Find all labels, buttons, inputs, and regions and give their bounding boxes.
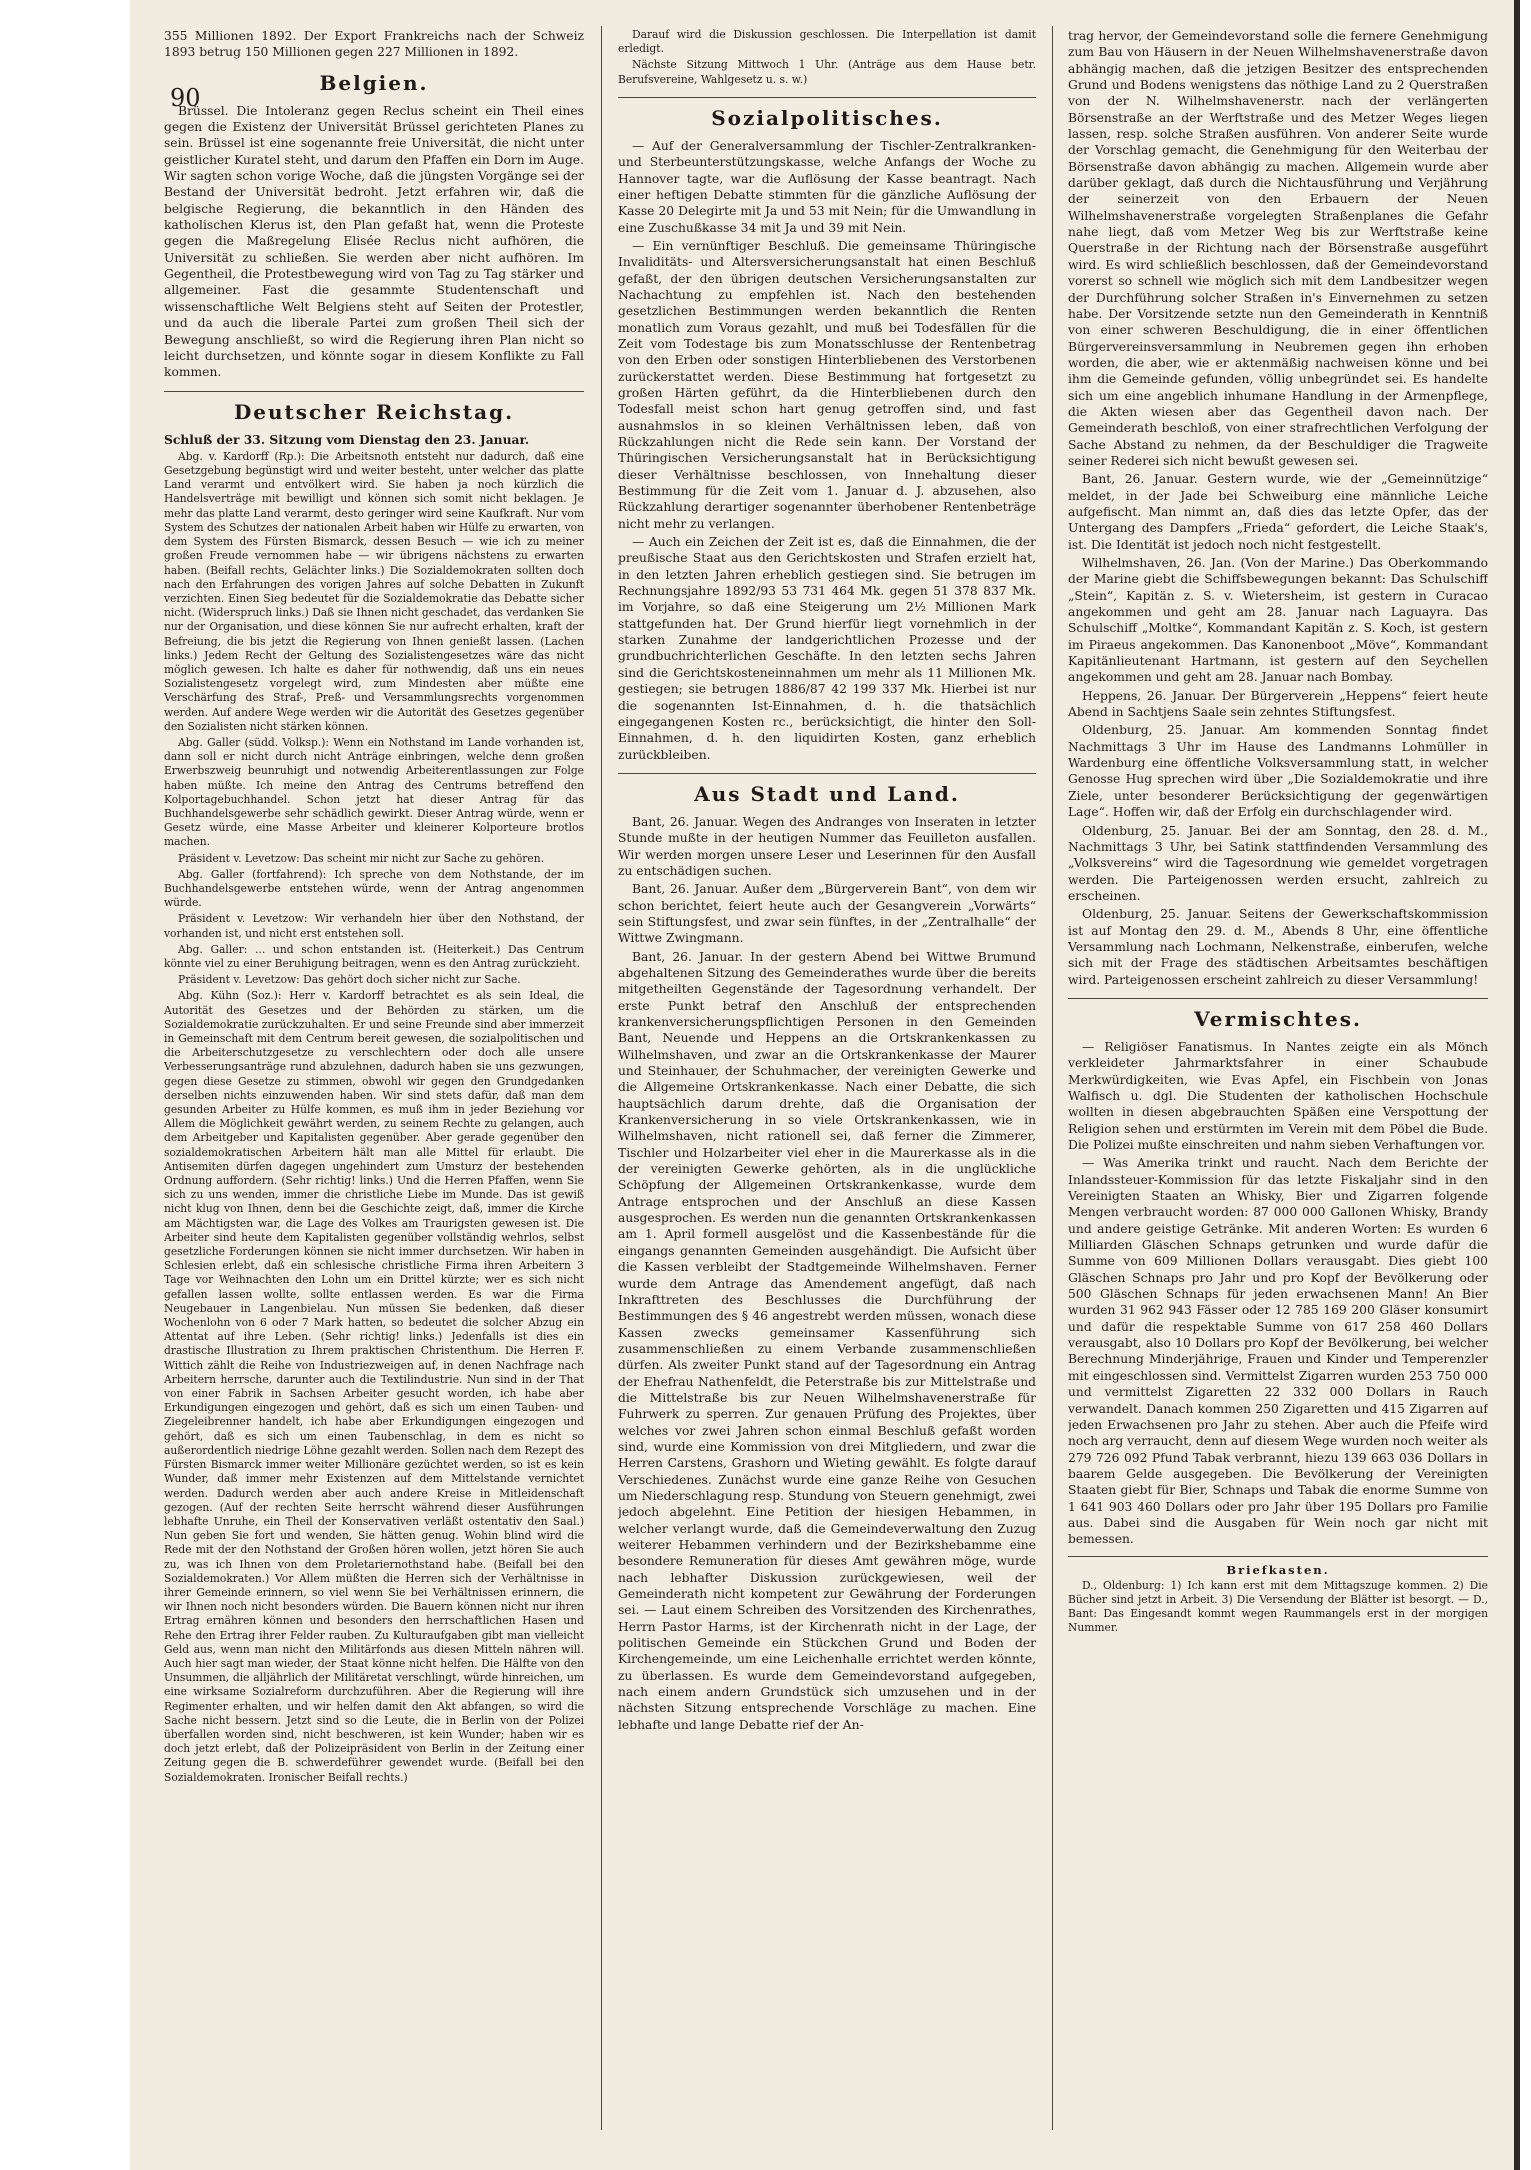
paragraph: Abg. v. Kardorff (Rp.): Die Arbeitsnoth entsteht nur dadurch, daß eine Gesetzgebung begünstigt wird und weiter besteht, unter welcher das platte Land verarmt und entvölkert wird. Sie haben ja noch kürzlich die Handelsverträge mit bewilligt und können sich somit nicht beklagen. Je mehr das platte Land verarmt, desto geringer wird seine Kaufkraft. Nur vom System des Schutzes der nationalen Arbeit haben wir Hülfe zu erwarten, von dem System des Fürsten Bismarck, dessen Besuch — wie ich zu meiner großen Freude vernommen habe — wir übrigens nächstens zu erwarten haben. (Beifall rechts, Gelächter links.) Die Sozialdemokraten sollten doch nach den Erfahrungen des vorigen Jahres auf solche Debatten in Zukunft verzichten. Einen Sieg bedeutet für die Sozialdemokratie das Debatte sicher nicht. (Widerspruch links.) Daß sie Ihnen nicht geschadet, das verdanken Sie nur der Organisation, und diese können Sie nur aufrecht erhalten, kraft der Befreiung, die bis jetzt die Regierung von Ihnen genießt lassen. (Lachen links.) Jedem Recht der Geltung des Sozialistengesetzes wäre das nicht möglich gewesen. Ich halte es daher für nothwendig, daß uns ein neues Sozialistengesetz vorgelegt wird, zum Mindesten aber müßte eine Verschärfung des Straf-, Preß- und Versammlungsrechts vorgenommen werden. Auf andere Wege werden wir die Autorität des Gesetzes gegenüber den Sozialisten nicht stärken können. <box>164 449 584 733</box>
paragraph: Abg. Galler (fortfahrend): Ich spreche von dem Nothstande, der im Buchhandelsgewerbe entstehen würde, wenn der Antrag angenommen würde. <box>164 867 584 910</box>
divider <box>1068 1556 1488 1557</box>
section-heading: Aus Stadt und Land. <box>618 773 1036 806</box>
paragraph: Wilhelmshaven, 26. Jan. (Von der Marine.) Das Oberkommando der Marine giebt die Schiffsbewegungen bekannt: Das Schulschiff „Stein“, Kapitän z. S. v. Wietersheim, ist gestern in Curacao angekommen und geht am 28. Januar nach Laguayra. Das Schulschiff „Moltke“, Kommandant Kapitän z. S. Koch, ist gestern im Piraeus angekommen. Das Kanonenboot „Möve“, Kommandant Kapitänlieutenant Hartmann, ist gestern auf den Seychellen angekommen und geht am 28. Januar nach Bombay. <box>1068 556 1488 685</box>
paragraph: 355 Millionen 1892. Der Export Frankreichs nach der Schweiz 1893 betrug 150 Millionen gegen 227 Millionen in 1892. <box>164 29 584 60</box>
paragraph: Bant, 26. Januar. Gestern wurde, wie der „Gemeinnützige“ meldet, in der Jade bei Schweiburg eine männliche Leiche aufgefischt. Man nimmt an, daß dies das letzte Opfer, das der Untergang des Dampfers „Frieda“ gefordert, die Leiche Staak's, ist. Die Identität ist jedoch noch nicht festgestellt. <box>1068 472 1488 552</box>
paragraph: Präsident v. Levetzow: Wir verhandeln hier über den Nothstand, der vorhanden ist, und nicht erst entstehen soll. <box>164 912 584 940</box>
paragraph: Oldenburg, 25. Januar. Am kommenden Sonntag findet Nachmittags 3 Uhr im Hause des Landmanns Lohmüller in Wardenburg eine öffentliche Volksversammlung statt, in welcher Genosse Hug sprechen wird über „Die Sozialdemokratie und ihre Ziele, unter besonderer Berücksichtigung der gegenwärtigen Lage“. Hoffen wir, daß der Erfolg ein durchschlagender wird. <box>1068 723 1488 820</box>
column-2 <box>618 28 1036 2130</box>
paragraph: Nächste Sitzung Mittwoch 1 Uhr. (Anträge aus dem Hause betr. Berufsvereine, Wahlgesetz u. s. w.) <box>618 58 1036 86</box>
section-heading: Deutscher Reichstag. <box>164 391 584 424</box>
paragraph: Darauf wird die Diskussion geschlossen. Die Interpellation ist damit erledigt. <box>618 28 1036 56</box>
paragraph: Oldenburg, 25. Januar. Bei der am Sonntag, den 28. d. M., Nachmittags 3 Uhr, bei Satink stattfindenden Versammlung des „Volksvereins“ wird die Tagesordnung wie gemeldet vorgetragen werden. Die Parteigenossen werden ersucht, zahlreich zu erscheinen. <box>1068 823 1488 903</box>
column-1 <box>164 28 584 2130</box>
paragraph: Oldenburg, 25. Januar. Seitens der Gewerkschaftskommission ist auf Montag den 29. d. M., Abends 8 Uhr, eine öffentliche Versammlung nach Lochmann, Nelkenstraße, einberufen, welche sich mit der Frage des städtischen Arbeitsamtes beschäftigen wird. Parteigenossen erscheint zahlreich zu dieser Versammlung! <box>1068 907 1488 987</box>
paragraph: Brüssel. Die Intoleranz gegen Reclus scheint ein Theil eines gegen die Existenz der Universität Brüssel gerichteten Planes zu sein. Brüssel ist eine sogenannte freie Universität, die nicht unter geistlicher Kuratel steht, und darum den Pfaffen ein Dorn im Auge. Wir sagten schon vorige Woche, daß die jüngsten Vorgänge sei der Bestand der Universität bedroht. Jetzt erfahren wir, daß die belgische Regierung, die bekanntlich in den Händen des katholischen Klerus ist, den Plan gefaßt hat, wenn die Proteste gegen die Maßregelung Elisée Reclus nicht aufhören, die Universität zu schließen. Sie werden aber nicht aufhören. Im Gegentheil, die Protestbewegung wird von Tag zu Tag stärker und allgemeiner. Fast die gesammte Studentenschaft und wissenschaftliche Welt Belgiens steht auf Seiten der Protestler, und da auch die liberale Partei zum großen Theil sich der Bewegung anschließt, so wird die Regierung ihren Plan nicht so leicht durchsetzen, und könnte sogar in diesem Konflikte zu Fall kommen. <box>164 103 584 380</box>
paragraph: — Auch ein Zeichen der Zeit ist es, daß die Einnahmen, die der preußische Staat aus den Gerichtskosten und Strafen erzielt hat, in den letzten Jahren erheblich gestiegen sind. Sie betrugen im Rechnungsjahre 1892/93 53 731 464 Mk. gegen 51 378 837 Mk. im Vorjahre, so daß eine Steigerung um 2½ Millionen Mark stattgefunden hat. Der Grund hierfür liegt vornehmlich in der starken Zunahme der landgerichtlichen Prozesse und der grundbuchrichterlichen Geschäfte. In den letzten sechs Jahren sind die Gerichtskosteneinnahmen um mehr als 11 Millionen Mk. gestiegen; sie betrugen 1886/87 42 199 337 Mk. Hierbei ist nur die sogenannten Ist-Einnahmen, d. h. die thatsächlich eingegangenen Kosten rc., berücksichtigt, die hinter den Soll-Einnahmen, d. h. den liquidirten Kosten, ganz erheblich zurückbleiben. <box>618 535 1036 762</box>
section-heading: Briefkasten. <box>1226 1562 1330 1577</box>
section-heading: Sozialpolitisches. <box>618 97 1036 130</box>
paragraph: Präsident v. Levetzow: Das scheint mir nicht zur Sache zu gehören. <box>178 851 544 865</box>
paragraph: — Ein vernünftiger Beschluß. Die gemeinsame Thüringische Invaliditäts- und Altersversicherungsanstalt hat einen Beschluß gefaßt, der den übrigen deutschen Versicherungsanstalten zur Nachachtung zu empfehlen ist. Nach den bestehenden gesetzlichen Bestimmungen werden bekanntlich die Renten monatlich zum Voraus gezahlt, und muß bei Todesfällen für die Zeit vom Todestage bis zum Monatsschlusse der Rentenbetrag von den Erben oder sonstigen Hinterbliebenen des Verstorbenen zurückerstattet werden. Diese Bestimmung hat fortgesetzt zu großen Härten geführt, da die Hinterbliebenen durch den Todesfall meist schon hart genug getroffen sind, und fast ausnahmslos in so kleinen Verhältnissen leben, daß von Rückzahlungen nicht die Rede sein kann. Der Vorstand der Thüringischen Versicherungsanstalt hat in Berücksichtigung dieser Verhältnisse beschlossen, von Innehaltung dieser Bestimmung für die Zeit vom 1. Januar d. J. abzusehen, also Rückzahlung derartiger sogenannter überhobener Rentenbeträge nicht mehr zu verlangen. <box>618 238 1036 531</box>
paragraph: Abg. Kühn (Soz.): Herr v. Kardorff betrachtet es als sein Ideal, die Autorität des Gesetzes und der Behörden zu stärken, um die Sozialdemokratie zurückzuhalten. Er und seine Freunde sind aber immerzeit in Gemeinschaft mit dem Centrum bereit gewesen, die sozialpolitischen und die Arbeiterschutzgesetze zu verschlechtern oder doch alle unsere Verbesserungsanträge rund abzulehnen, dadurch haben sie uns gezwungen, gegen diese Gesetze zu stimmen, obwohl wir gegen den Grundgedanken derselben nichts einzuwenden haben. Wir sind stets dafür, daß man dem gesunden Arbeiter zu Hülfe kommen, es muß ihm in jeder Beziehung vor Allem die Möglichkeit gewährt werden, zu seinem Rechte zu gelangen, auch dem Arbeitgeber und Kapitalisten gegenüber. Aber gerade gegenüber den sozialdemokratischen Arbeitern hält man alle Mittel für erlaubt. Die Antisemiten dürfen dagegen ungehindert zum Umsturz der bestehenden Ordnung auffordern. (Sehr richtig! links.) Und die Herren Pfaffen, wenn Sie sich zu uns wenden, immer die christliche Liebe im Munde. Das ist gewiß nicht klug von Ihnen, denn bei die Geschichte zeigt, daß, immer die Kirche am Mächtigsten war, die Lage des Volkes am Traurigsten gewesen ist. Die Arbeiter sind heute dem Kapitalisten gegenüber vollständig wehrlos, selbst gesetzliche Forderungen können sie nicht immer durchsetzen. Wir haben in Schlesien erlebt, daß ein schlesische christliche Firma ihren Arbeitern 3 Tage vor Weihnachten den Lohn um ein Drittel kürzte; wer es sich nicht gefallen lassen wollte, sollte entlassen werden. Es war die Firma Neugebauer in Langenbielau. Nun müssen Sie bedenken, daß dieser Wochenlohn von 6 oder 7 Mark hatten, so bedeutet die solcher Abzug ein Attentat auf ihre Leben. (Sehr richtig! links.) Jedenfalls ist dies ein drastische Illustration zu Ihrem praktischen Christenthum. Die Herren F. Wittich zählt die Reihe von Industriezweigen auf, in denen Nachfrage nach Arbeitern herrsche, darunter auch die Textilindustrie. Nun sind in der That von einer Fabrik in Sachsen Arbeiter gesucht worden, ich habe aber Erkundigungen eingezogen und gehört, daß es sich um einen Tauben- und Ziegeleibrenner handelt, ich habe aber Erkundigungen eingezogen und gehört, daß es sich um einen Taubenschlag, in dem es nicht so außerordentlich niedrige Löhne gezahlt werden. Sollen nach dem Rezept des Fürsten Bismarck immer weiter Millionäre gezüchtet werden, so ist es kein Wunder, daß immer mehr Existenzen auf dem Mittelstande vernichtet werden. Dadurch werden aber auch andere Kreise in Mitleidenschaft gezogen. (Auf der rechten Seite herrscht während dieser Ausführungen lebhafte Unruhe, ein Theil der Konservativen verläßt ostentativ den Saal.) Nun geben Sie fort und wenden, Sie hätten genug. Wohin blind wird die Rede mit der den Nothstand der Großen hören wollen, jetzt hören Sie auch zu, was ich Ihnen von dem Proletariernothstand habe. (Beifall bei den Sozialdemokraten.) Vor Allem müßten die Herren sich der Verhältnisse in ihrer Gemeinde erinnern, so viel wenn Sie bei Verhältnissen erinnern, die wir Ihnen noch nicht besonders würden. Die Bauern können nicht nur ihren Ertrag ernähren können und besonders den herrschaftlichen Hasen und Rehe den Ertrag ihrer Felder rauben. Zu Kulturaufgaben gibt man vielleicht Geld aus, wenn man nicht den Militärfonds aus diesen Mitteln nähren will. Auch hier sagt man wieder, der Staat könne nicht helfen. Die Hälfte von den Unsummen, die alljährlich der Militäretat verschlingt, würde hinreichen, um eine wirksame Sozialreform durchzuführen. Aber die Regierung will ihre Regimenter erhalten, und wir helfen damit den Akt abfangen, so wird die Sache nicht bessern. Jetzt sind so die Leute, die in Berlin von der Polizei überfallen worden sind, nicht beschweren, ist kein Wunder; haben wir es doch jetzt erlebt, daß der Polizeipräsident von Berlin in der Zeitung einer Zeitung gegen die B. schwerdeführer gewendet wurde. (Beifall bei den Sozialdemokraten. Ironischer Beifall rechts.) <box>164 989 584 1784</box>
paragraph: D., Oldenburg: 1) Ich kann erst mit dem Mittagszuge kommen. 2) Die Bücher sind jetzt in Arbeit. 3) Die Versendung der Blätter ist besorgt. — D., Bant: Das Eingesandt kommt wegen Raummangels erst in der morgigen Nummer. <box>1068 1578 1488 1635</box>
paragraph: — Was Amerika trinkt und raucht. Nach dem Berichte der Inlandssteuer-Kommission für das letzte Fiskaljahr sind in den Vereinigten Staaten an Whisky, Bier und Zigarren folgende Mengen verbraucht worden: 87 000 000 Gallonen Whisky, Brandy und andere geistige Getränke. Mit anderen Worten: Es wurden 6 Milliarden Gläschen Schnaps getrunken und wurde dafür die Summe von 609 Millionen Dollars verausgabt. Dies giebt 100 Gläschen Schnaps pro Jahr und pro Kopf der Bevölkerung oder 500 Gläschen Schnaps für jeden erwachsenen Mann! An Bier wurden 31 962 943 Fässer oder 12 785 169 200 Gläser konsumirt und dafür die respektable Summe von 617 258 460 Dollars verausgabt, also 10 Dollars pro Kopf der Bevölkerung, bei welcher Berechnung Minderjährige, Frauen und Kinder und Temperenzler mit eingeschlossen sind. Vermittelst Zigarren wurden 253 750 000 und vermittelst Zigaretten 22 332 000 Dollars in Rauch verwandelt. Danach kommen 250 Zigaretten und 415 Zigarren auf jeden Erwachsenen pro Jahr zu stehen. Aber auch die Pfeife wird noch arg verraucht, denn auf diesem Wege wurden noch weiter als 279 726 092 Pfund Tabak verbrannt, hiezu 139 663 036 Dollars in baarem Gelde ausgegeben. Die Bevölkerung der Vereinigten Staaten giebt für Bier, Schnaps und Tabak die enorme Summe von 1 641 903 460 Dollars oder pro Jahr über 195 Dollars pro Familie aus. Dabei sind die Ausgaben für Wein noch gar nicht mit bemessen. <box>1068 1156 1488 1547</box>
column-3 <box>1068 28 1488 2130</box>
column-rule <box>1052 26 1053 2130</box>
paragraph: trag hervor, der Gemeindevorstand solle die fernere Genehmigung zum Bau von Häusern in der Neuen Wilhelmshavenerstraße davon abhängig machen, daß die jetzigen Besitzer des entsprechenden Grund und Bodens wenigstens das nöthige Land zu 2 Querstraßen von der N. Wilhelmshavenerstr. nach der verlängerten Börsenstraße an der Werftstraße und des Metzer Weges liegen lassen, resp. solche Straßen ausführen. Von anderer Seite wurde der Vorschlag gemacht, die Genehmigung für den Weiterbau der Börsenstraße davon abhängig zu machen. Allgemein wurde aber darüber geklagt, daß durch die Nichtausführung und Verjährung der seinerzeit von den Erbauern der Neuen Wilhelmshavenerstraße vorgelegten Straßenplanes die Gefahr nahe liegt, daß vom Metzer Weg bis zur Werftstraße keine Querstraße in der Richtung nach der Börsenstraße ausgeführt wird. Es wird schließlich beschlossen, daß der Gemeindevorstand vorerst so schnell wie möglich sich mit dem Landbesitzer wegen der Durchführung solcher Straßen in's Einvernehmen zu setzen habe. Der Vorsitzende setzte nun den Gemeinderath in Kenntniß von einer schweren Beschuldigung, die in einer öffentlichen Bürgervereinsversammlung in Neubremen gegen ihn erhoben worden, die aber, wie er aktenmäßig nachweisen könne und bei ihm die Gemeinde gefunden, völlig unbegründet sei. Es handelte sich um eine angeblich inhumane Handlung in der Armenpflege, die Akten wiesen aber das Gegentheil davon nach. Der Gemeinderath beschloß, von einer strafrechtlichen Verfolgung der Sache Abstand zu nehmen, da der Beschuldiger die Tragweite seiner Rederei sich nicht bewußt gewesen sei. <box>1068 29 1488 468</box>
subheading: Schluß der 33. Sitzung vom Dienstag den 23. Januar. <box>164 431 530 447</box>
paragraph: Bant, 26. Januar. Außer dem „Bürgerverein Bant“, von dem wir schon berichtet, feiert heute auch der Gesangverein „Vorwärts“ sein Stiftungsfest, und zwar sein fünftes, in der „Zentralhalle“ der Wittwe Zwingmann. <box>618 882 1036 946</box>
paragraph: Abg. Galler: ... und schon entstanden ist. (Heiterkeit.) Das Centrum könnte viel zu einer Beruhigung beitragen, wenn es den Antrag zurückzieht. <box>164 942 584 970</box>
handwritten-folio-mark: 90 <box>170 84 201 112</box>
paragraph: Abg. Galler (südd. Volksp.): Wenn ein Nothstand im Lande vorhanden ist, dann soll er nicht durch nicht Anträge einbringen, welche denn großen Erwerbszweig beunruhigt und notwendig Arbeiterentlassungen zur Folge haben müßte. Ich meine den Antrag des Centrums betreffend den Kolportagebuchhandel. Schon jetzt hat dieser Antrag für das Buchhandelsgewerbe sehr schädlich gewirkt. Dieser Antrag würde, wenn er Gesetz würde, eine Masse Arbeiter und kleinerer Kolporteure brotlos machen. <box>164 735 584 849</box>
section-heading: Belgien. <box>319 70 429 95</box>
paragraph: — Religiöser Fanatismus. In Nantes zeigte ein als Mönch verkleideter Jahrmarktsfahrer in einer Schaubude Merkwürdigkeiten, wie Evas Apfel, ein Fischbein von Jonas Walfisch u. dgl. Die Studenten der katholischen Hochschule wollten in diesen abgebrauchten Späßen eine Verspottung der Religion sehen und erstürmten im Verein mit dem Pöbel die Bude. Die Polizei mußte einschreiten und nahm sieben Verhaftungen vor. <box>1068 1039 1488 1152</box>
paragraph: — Auf der Generalversammlung der Tischler-Zentralkranken- und Sterbeunterstützungskasse, welche Anfangs der Woche zu Hannover tagte, war die Auflösung der Kasse beantragt. Nach einer heftigen Debatte stimmten für die gänzliche Auflösung der Kasse 20 Delegirte mit Ja und 53 mit Nein; für die Umwandlung in eine Zuschußkasse 34 mit Ja und 39 mit Nein. <box>618 138 1036 235</box>
section-heading: Vermischtes. <box>1068 998 1488 1031</box>
paragraph: Bant, 26. Januar. Wegen des Andranges von Inseraten in letzter Stunde mußte in der heutigen Nummer das Feuilleton ausfallen. Wir werden morgen unsere Leser und Leserinnen für den Ausfall zu entschädigen suchen. <box>618 814 1036 878</box>
paragraph: Heppens, 26. Januar. Der Bürgerverein „Heppens“ feiert heute Abend in Sachtjens Saale sein zehntes Stiftungsfest. <box>1068 688 1488 720</box>
paragraph: Präsident v. Levetzow: Das gehört doch sicher nicht zur Sache. <box>178 973 521 987</box>
newspaper-page <box>130 0 1520 2170</box>
column-rule <box>601 26 602 2130</box>
paragraph: Bant, 26. Januar. In der gestern Abend bei Wittwe Brumund abgehaltenen Sitzung des Gemeinderathes wurde über die bereits mitgetheilten Gegenstände der Tagesordnung verhandelt. Der erste Punkt betraf den Anschluß der entsprechenden krankenversicherungspflichtigen Personen in den Gemeinden Bant, Neuende und Heppens an die Ortskrankenkassen zu Wilhelmshaven, und zwar an die Ortskrankenkasse der Maurer und Steinhauer, der Schuhmacher, der vereinigten Gewerke und die Allgemeine Ortskrankenkasse. Nach einer Debatte, die sich hauptsächlich darum drehte, daß die Organisation der Krankenversicherung in so viele Ortskrankenkassen, wie in Wilhelmshaven, nicht rationell sei, daß ferner die Zimmerer, Tischler und Holzarbeiter viel eher in die Maurerkasse als in die der vereinigten Gewerke gehörten, als in die unglückliche Schöpfung der Allgemeinen Ortskrankenkasse, wurde dem Antrage entsprochen und der Anschluß an diese Kassen ausgesprochen. Es werden nun die genannten Ortskrankenkassen am 1. April formell ausgelöst und die Kassenbestände für die eingangs genannten Gemeinden ausgehändigt. Die Aufsicht über die Kassen verbleibt der Stadtgemeinde Wilhelmshaven. Ferner wurde dem Antrage das Amendement angefügt, daß nach Inkrafttreten des Beschlusses die Durchführung der Bestimmungen des § 46 angestrebt werden müssen, wonach diese Kassen zwecks gemeinsamer Kassenführung sich zusammenschließen zu einem Verbande zusammenschließen dürfen. Als zweiter Punkt stand auf der Tagesordnung ein Antrag der Ehefrau Nathenfeldt, die Peterstraße bis zur Mittelstraße und die Mittelstraße bis zur Neuen Wilhelmshavenerstraße für Fuhrwerk zu sperren. Zur genauen Prüfung des Projektes, über welches vor zwei Jahren schon einmal Beschluß gefaßt worden sind, wurde eine Kommission von drei Mitgliedern, und zwar die Herren Carstens, Grashorn und Wieting gewählt. Es folgte darauf Verschiedenes. Zunächst wurde eine ganze Reihe von Gesuchen um Niederschlagung resp. Stundung von Steuern genehmigt, zwei jedoch abgelehnt. Eine Petition der hiesigen Hebammen, in welcher verlangt wurde, daß die Gemeindeverwaltung den Zuzug weiterer Hebammen verhindern und der Bezirkshebamme eine besondere Remuneration für dieses Amt gewähren möge, wurde nach lebhafter Diskussion zurückgewiesen, weil der Gemeinderath nicht kompetent zur Gewährung der Forderungen sei. — Laut einem Schreiben des Vorsitzenden des Kirchenrathes, Herrn Pastor Harms, ist der Kirchenrath nicht in der Lage, der politischen Gemeinde ein Stückchen Grund und Boden der Kirchengemeinde, um eine Leichenhalle errichtet werden könnte, zu überlassen. Es wurde dem Gemeindevorstand aufgegeben, nach einem andern Grundstück sich umzusehen und in der nächsten Sitzung entsprechende Vorschläge zu machen. Eine lebhafte und lange Debatte rief der An- <box>618 949 1036 1732</box>
